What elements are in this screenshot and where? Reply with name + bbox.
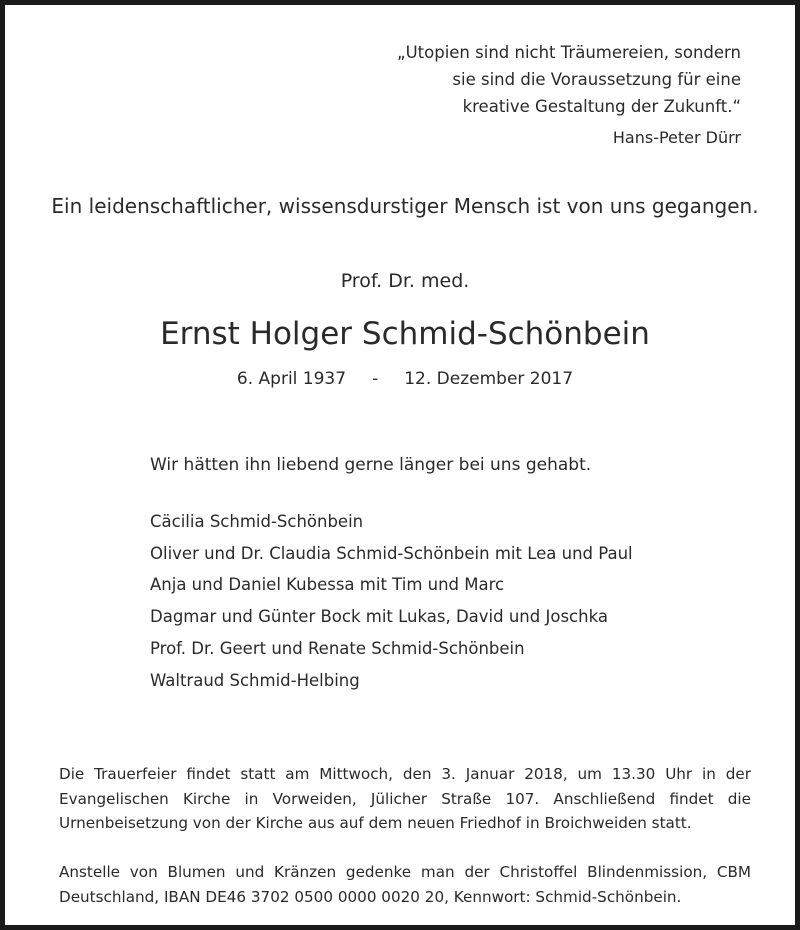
quote bbox=[321, 39, 741, 120]
mourner-entry: Dagmar und Günter Bock mit Lukas, David und Joschka bbox=[150, 607, 608, 627]
quote-author: Hans-Peter Dürr bbox=[612, 128, 741, 147]
quote-line: sie sind die Voraussetzung für eine bbox=[452, 70, 741, 89]
quote-line: kreative Gestaltung der Zukunft.“ bbox=[462, 97, 741, 116]
mourner-entry: Cäcilia Schmid-Schönbein bbox=[150, 512, 364, 531]
donation-notice: Anstelle von Blumen und Kränzen gedenke man der Christoffel Blindenmission, CBM Deutschland, IBAN DE46 3702 0500 0000 0020 20, Kennwort: Schmid-Schönbein. bbox=[59, 863, 751, 906]
life-dates bbox=[5, 365, 800, 393]
deceased-name: Ernst Holger Schmid-Schönbein bbox=[160, 316, 650, 352]
academic-title: Prof. Dr. med. bbox=[340, 270, 470, 292]
birth-date: 6. April 1937 bbox=[236, 369, 347, 389]
mourner-entry: Prof. Dr. Geert und Renate Schmid-Schönbein bbox=[150, 638, 525, 658]
mourning-statement: Wir hätten ihn liebend gerne länger bei uns gehabt. bbox=[150, 455, 592, 475]
death-date: 12. Dezember 2017 bbox=[404, 369, 574, 389]
funeral-notice: Die Trauerfeier findet statt am Mittwoch, den 3. Januar 2018, um 13.30 Uhr in der Evangelischen Kirche in Vorweiden, Jülicher Straße 107. Anschließend findet die Urnenbeisetzung von der Kirche aus auf dem neuen Friedhof in Broichweiden statt. bbox=[59, 765, 751, 833]
mourner-entry: Waltraud Schmid-Helbing bbox=[150, 670, 360, 690]
mourner-entry: Anja und Daniel Kubessa mit Tim und Marc bbox=[150, 575, 505, 595]
mourner-entry: Oliver und Dr. Claudia Schmid-Schönbein mit Lea und Paul bbox=[150, 543, 633, 563]
headline: Ein leidenschaftlicher, wissensdurstiger Mensch ist von uns gegangen. bbox=[51, 194, 759, 218]
mourners-list bbox=[150, 506, 633, 696]
date-separator: - bbox=[372, 369, 379, 389]
quote-line: „Utopien sind nicht Träumereien, sondern bbox=[397, 43, 741, 62]
